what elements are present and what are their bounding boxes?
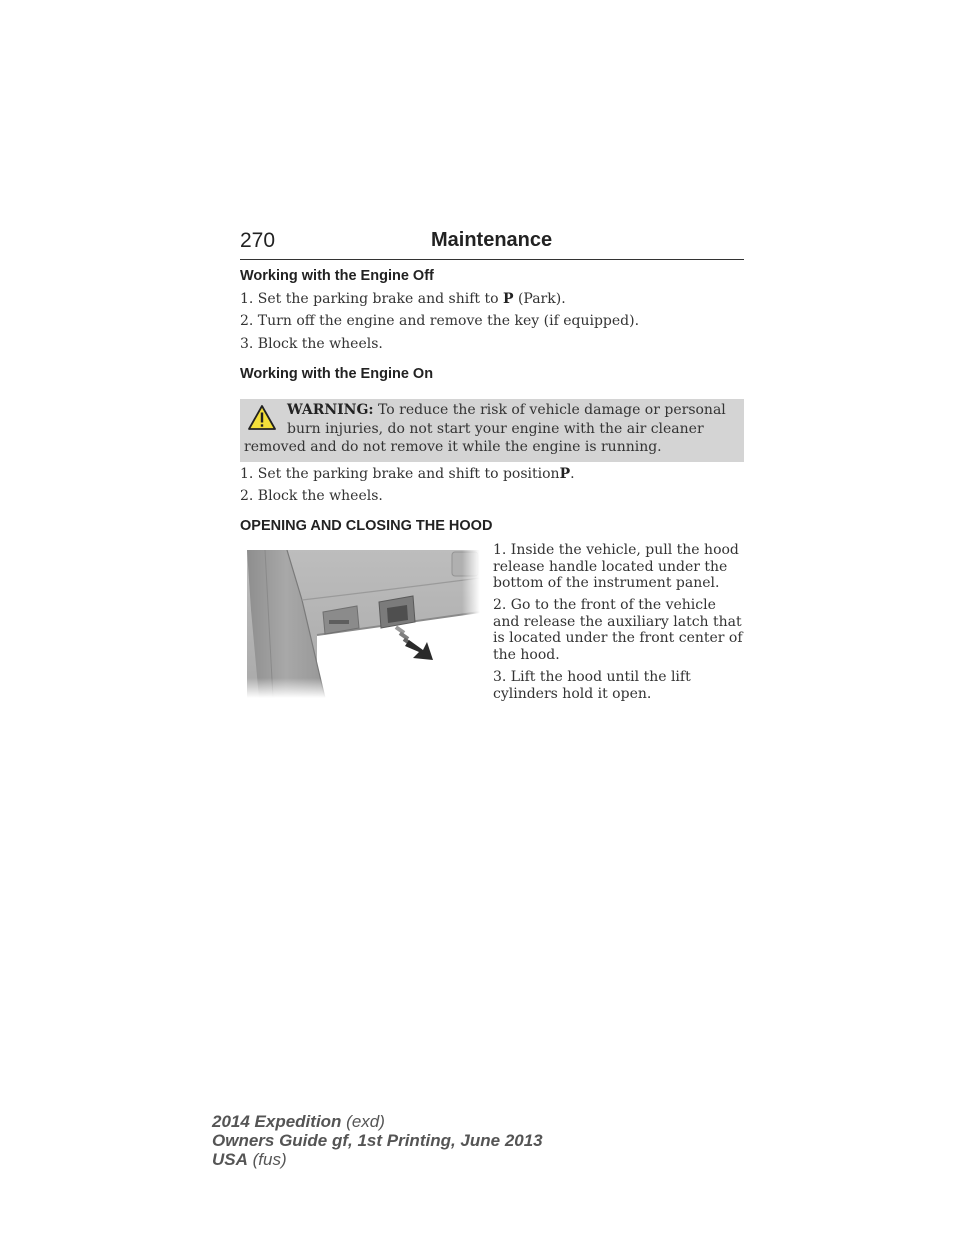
hood-step-2: 2. Go to the front of the vehicle and release the auxiliary latch that is located under the front center of the hood.	[493, 597, 743, 663]
footer-guide-line: Owners Guide gf, 1st Printing, June 2013	[212, 1131, 543, 1150]
warning-box	[240, 399, 744, 462]
engine-off-step-3: 3. Block the wheels.	[240, 336, 383, 352]
warning-label: WARNING:	[287, 402, 374, 418]
page-header	[240, 228, 744, 260]
hood-step-1: 1. Inside the vehicle, pull the hood release handle located under the bottom of the instrument panel.	[493, 542, 739, 591]
engine-off-step-2: 2. Turn off the engine and remove the key (if equipped).	[240, 313, 640, 329]
hood-release-handle-illustration	[247, 550, 480, 698]
engine-on-step-2: 2. Block the wheels.	[240, 488, 383, 504]
page-number: 270	[240, 229, 276, 252]
engine-on-step-1: 1. Set the parking brake and shift to positionP.	[240, 466, 575, 482]
hood-release-figure	[247, 550, 480, 698]
page-footer	[212, 1112, 543, 1169]
hood-step-3: 3. Lift the hood until the lift cylinders hold it open.	[493, 669, 691, 702]
section-title: Maintenance	[431, 229, 553, 251]
engine-on-heading: Working with the Engine On	[240, 366, 434, 382]
footer-region-line: USA (fus)	[212, 1150, 287, 1169]
hood-heading: OPENING AND CLOSING THE HOOD	[240, 518, 493, 534]
warning-text: WARNING: To reduce the risk of vehicle damage or personal burn injuries, do not start your engine with the air cleaner removed and do not remove it while the engine is running.	[244, 402, 726, 456]
engine-off-heading: Working with the Engine Off	[240, 268, 434, 284]
engine-off-step-1: 1. Set the parking brake and shift to P (Park).	[240, 291, 566, 307]
footer-model-line: 2014 Expedition (exd)	[212, 1112, 385, 1131]
